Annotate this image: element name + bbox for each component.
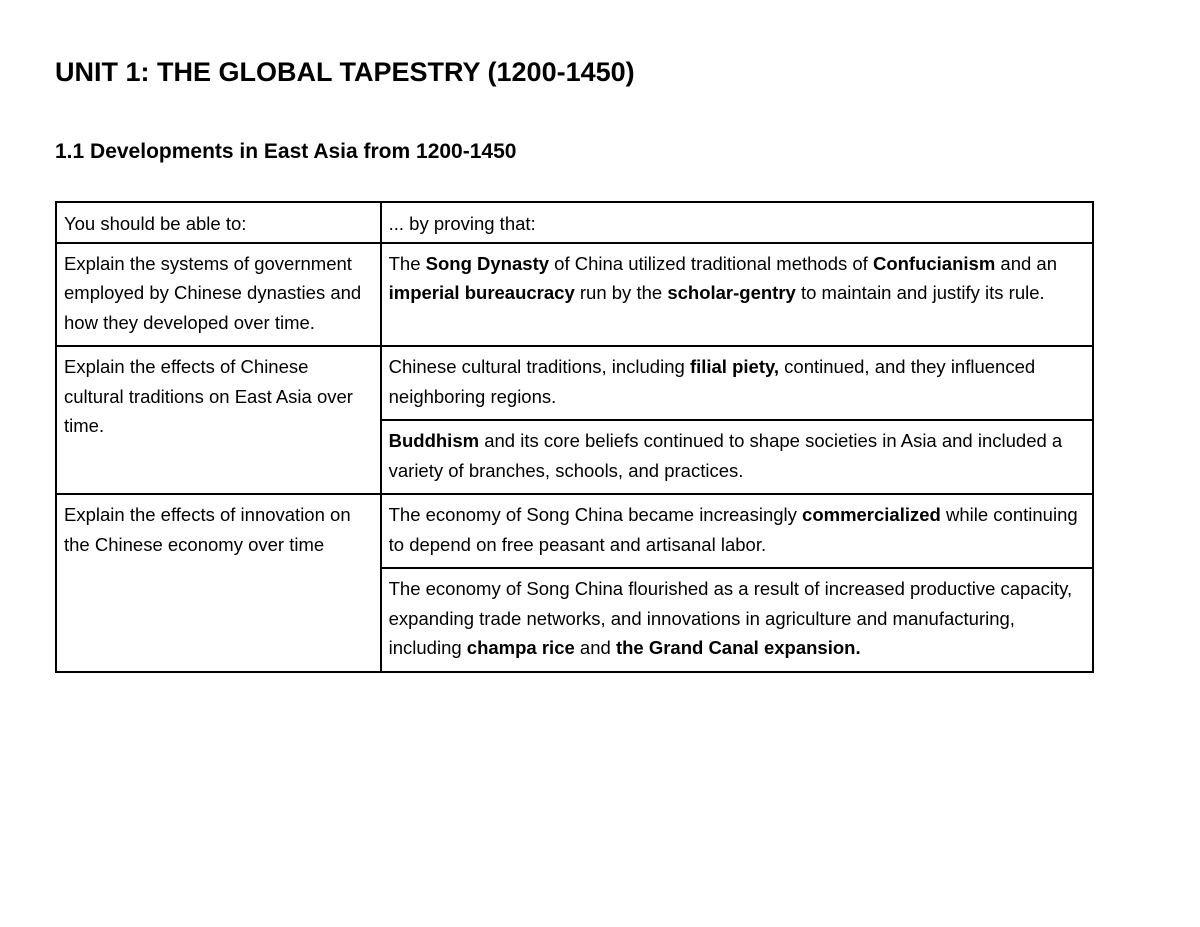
text-run: to maintain and justify its rule. (795, 282, 1045, 303)
evidence-cell (381, 243, 1093, 347)
text-run: and its core beliefs continued to shape societies in Asia and included a variety of branches, schools, and practices. (388, 430, 1063, 481)
table-row (56, 494, 1093, 568)
table-row (56, 243, 1093, 347)
text-run: The (388, 252, 426, 274)
objective-cell: Explain the effects of innovation on the Chinese economy over time (56, 494, 381, 672)
evidence-cell (381, 420, 1093, 494)
key-term: scholar-gentry (667, 282, 796, 303)
text-run: continued, and they influenced neighboring regions. (388, 356, 1036, 407)
key-term: Confucianism (872, 252, 996, 274)
document-title: UNIT 1: THE GLOBAL TAPESTRY (1200-1450) (55, 57, 635, 87)
text-run: while continuing to depend on free peasant and artisanal labor. (388, 504, 1078, 555)
key-term: the Grand Canal expansion. (615, 637, 861, 658)
key-term: Buddhism (388, 430, 480, 451)
key-term: Song Dynasty (425, 252, 550, 274)
key-term: filial piety, (689, 356, 780, 377)
text-run: and an (995, 252, 1058, 274)
evidence-cell (381, 346, 1093, 420)
table-body (56, 202, 1093, 672)
key-term: champa rice (466, 637, 575, 658)
text-run: and (574, 637, 616, 658)
table-header-row (56, 202, 1093, 243)
evidence-cell (381, 494, 1093, 568)
text-run: run by the (574, 282, 668, 303)
table-row (56, 346, 1093, 420)
objective-cell: Explain the effects of Chinese cultural traditions on East Asia over time. (56, 346, 381, 494)
evidence-cell (381, 568, 1093, 672)
text-run: The economy of Song China became increasingly (388, 504, 803, 525)
objective-cell: Explain the systems of government employed by Chinese dynasties and how they developed over time. (56, 243, 381, 347)
learning-objectives-table (55, 201, 1094, 673)
key-term: imperial bureaucracy (388, 282, 575, 303)
text-run: The economy of Song China flourished as a result of increased productive capacity, expanding trade networks, and innovations in agriculture and manufacturing, including (388, 578, 1073, 658)
header-cell-evidence: ... by proving that: (381, 202, 1093, 243)
text-run: Chinese cultural traditions, including (388, 356, 690, 377)
header-cell-objective: You should be able to: (56, 202, 381, 243)
text-run: of China utilized traditional methods of (549, 252, 873, 274)
section-title: 1.1 Developments in East Asia from 1200-1450 (55, 140, 517, 163)
key-term: commercialized (802, 504, 941, 525)
